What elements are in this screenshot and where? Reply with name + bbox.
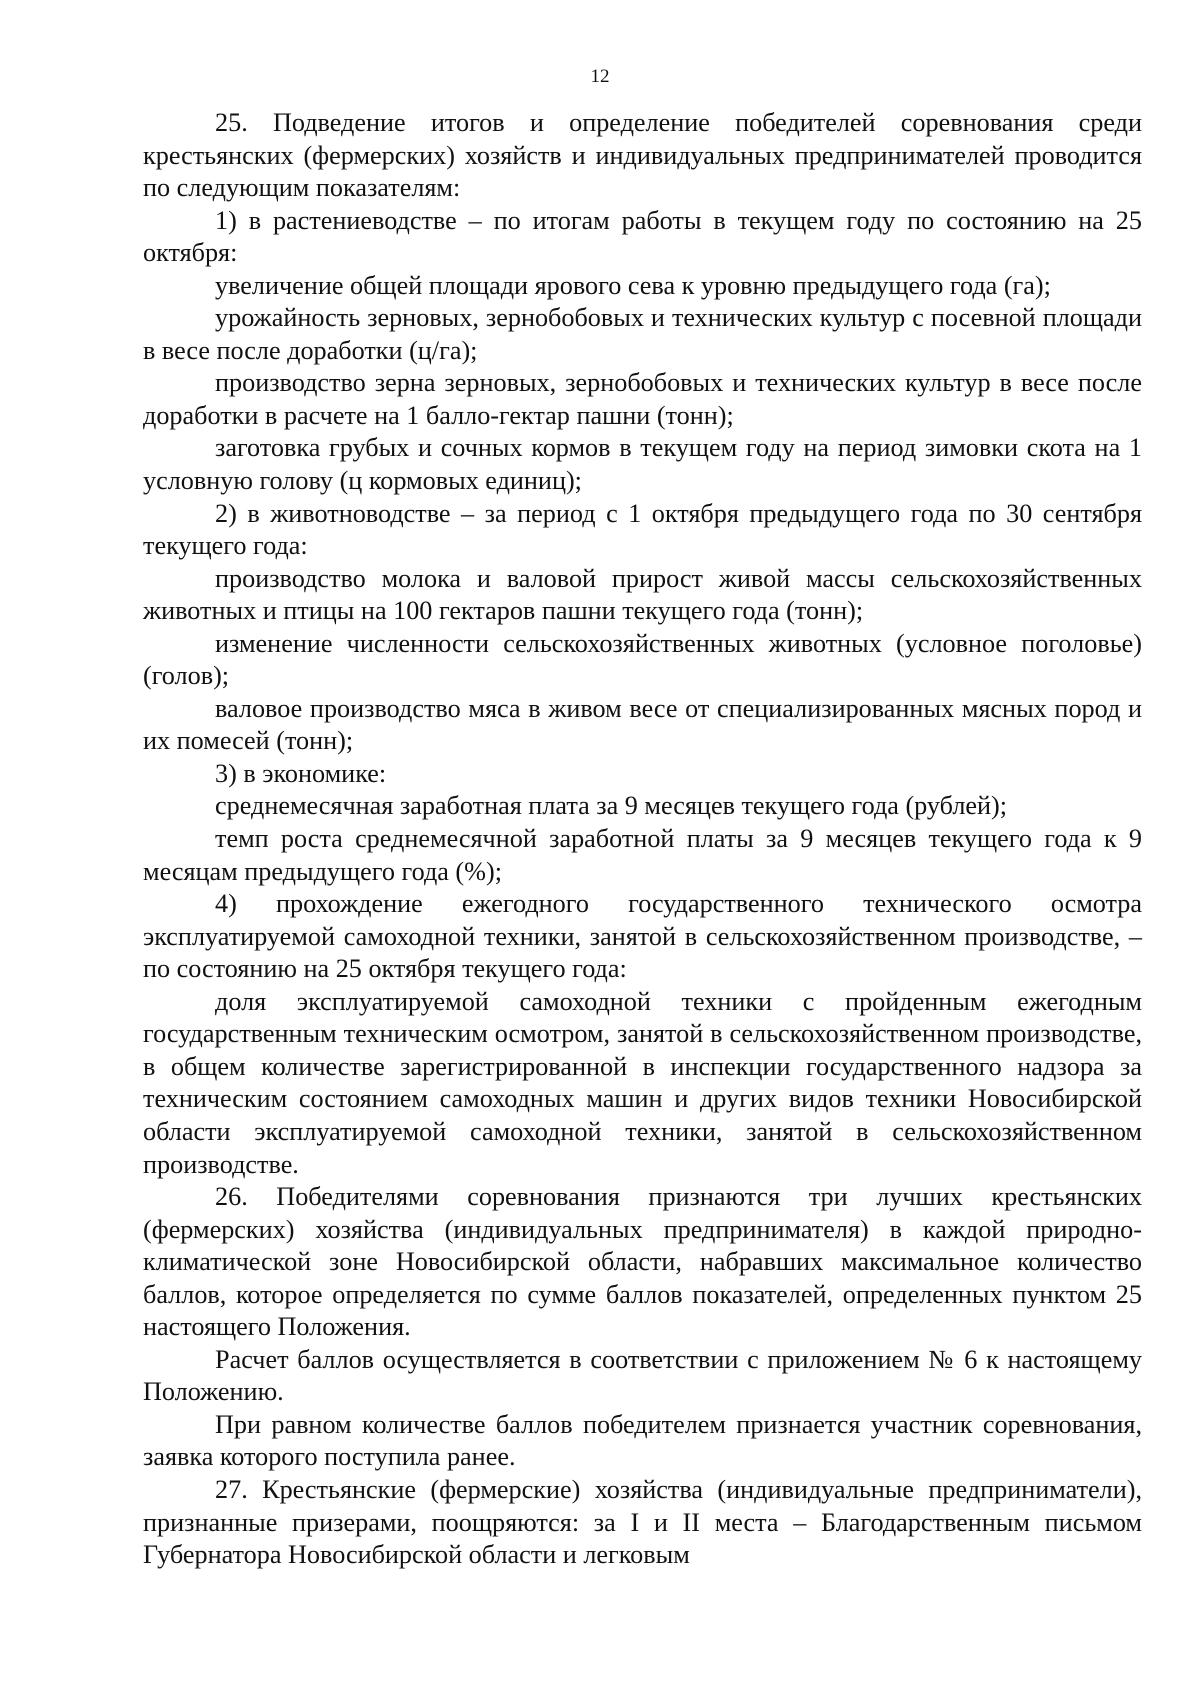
paragraph-25-item-4-indicator-1: доля эксплуатируемой самоходной техники с пройденным ежегодным государственным техническим осмотром, занятой в сельскохозяйственном производстве, в общем количестве зарегистрированной в инспекции государственного надзора за техническим состоянием самоходных машин и других видов техники Новосибирской области эксплуатируемой самоходной техники, занятой в сельскохозяйственном производстве. [143, 986, 1142, 1179]
paragraph-25-item-4: 4) прохождение ежегодного государственного технического осмотра эксплуатируемой самоходной техники, занятой в сельскохозяйственном производстве, – по состоянию на 25 октября текущего года: [143, 889, 1142, 984]
paragraph-25-item-2-indicator-3: валовое производство мяса в живом весе от специализированных мясных пород и их помесей (тонн); [143, 693, 1142, 756]
paragraph-25-item-1-indicator-3: производство зерна зерновых, зернобобовых и технических культур в весе после доработки в расчете на 1 балло-гектар пашни (тонн); [143, 368, 1142, 430]
paragraph-25: 25. Подведение итогов и определение победителей соревнования среди крестьянских (фермерских) хозяйств и индивидуальных предпринимателей проводится по следующим показателям: [143, 108, 1142, 203]
page-number: 12 [590, 66, 610, 87]
paragraph-27: 27. Крестьянские (фермерские) хозяйства (индивидуальные предприниматели), признанные призерами, поощряются: за I и II места – Благодарственным письмом Губернатора Новосибирской области и легковым [143, 1474, 1142, 1570]
paragraph-25-item-3-indicator-2: темп роста среднемесячной заработной платы за 9 месяцев текущего года к 9 месяцам предыдущего года (%); [143, 824, 1142, 886]
paragraph-25-item-3: 3) в экономике: [215, 758, 387, 788]
paragraph-25-item-2-indicator-2: изменение численности сельскохозяйственных животных (условное поголовье) (голов); [143, 628, 1142, 691]
paragraph-25-item-3-indicator-1: среднемесячная заработная плата за 9 месяцев текущего года (рублей); [215, 791, 1008, 821]
paragraph-25-item-1-indicator-2: урожайность зерновых, зернобобовых и технических культур с посевной площади в весе после доработки (ц/га); [143, 303, 1142, 365]
document-body [143, 107, 1142, 1572]
paragraph-26-scoring: Расчет баллов осуществляется в соответствии с приложением № 6 к настоящему Положению. [143, 1344, 1142, 1407]
paragraph-25-item-1-indicator-1: увеличение общей площади ярового сева к уровню предыдущего года (га); [215, 270, 1051, 300]
paragraph-25-item-2: 2) в животноводстве – за период с 1 октября предыдущего года по 30 сентября текущего года: [143, 498, 1142, 561]
paragraph-26: 26. Победителями соревнования признаются три лучших крестьянских (фермерских) хозяйства (индивидуальных предпринимателя) в каждой природно-климатической зоне Новосибирской области, набравших максимальное количество баллов, которое определяется по сумме баллов показателей, определенных пунктом 25 настоящего Положения. [143, 1182, 1142, 1342]
paragraph-25-item-1: 1) в растениеводстве – по итогам работы в текущем году по состоянию на 25 октября: [143, 205, 1142, 268]
paragraph-25-item-2-indicator-1: производство молока и валовой прирост живой массы сельскохозяйственных животных и птицы на 100 гектаров пашни текущего года (тонн); [143, 563, 1142, 626]
paragraph-25-item-1-indicator-4: заготовка грубых и сочных кормов в текущем году на период зимовки скота на 1 условную голову (ц кормовых единиц); [143, 433, 1142, 496]
paragraph-26-tie-rule: При равном количестве баллов победителем признается участник соревнования, заявка которого поступила ранее. [143, 1409, 1142, 1472]
